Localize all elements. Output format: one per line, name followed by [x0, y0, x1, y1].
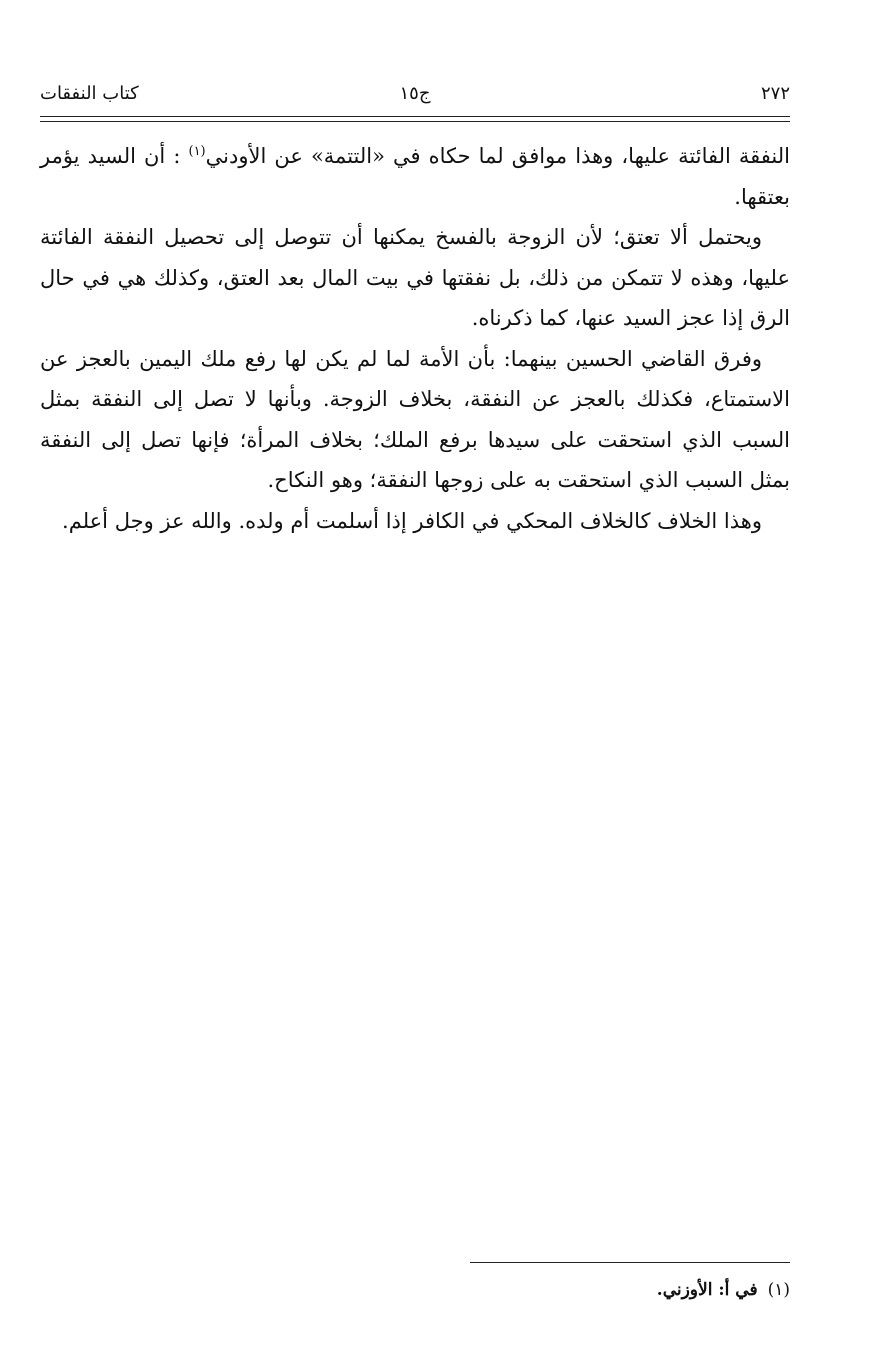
paragraph-3: وفرق القاضي الحسين بينهما: بأن الأمة لما لم يكن لها رفع ملك اليمين بالعجز عن الاستمتاع، فكذلك بالعجز عن النفقة، بخلاف الزوجة. وبأنها لا تصل إلى النفقة بمثل السبب الذي استحقت على سيدها برفع الملك؛ بخلاف المرأة؛ فإنها تصل إلى النفقة بمثل السبب الذي استحقت به على زوجها النفقة؛ وهو النكاح.	[40, 346, 790, 492]
volume-number: ج١٥	[399, 83, 431, 104]
page-number: ٢٧٢	[760, 83, 790, 104]
footnote-text: في أ: الأوزني.	[656, 1280, 758, 1300]
paragraph-1	[40, 136, 790, 217]
footnote-reference: (١)	[188, 144, 206, 159]
book-title: كتاب النفقات	[40, 83, 139, 104]
paragraph-2: ويحتمل ألا تعتق؛ لأن الزوجة بالفسخ يمكنها أن تتوصل إلى تحصيل النفقة الفائتة عليها، وهذه لا تتمكن من ذلك، بل نفقتها في بيت المال بعد العتق، وكذلك هي في حال الرق إذا عجز السيد عنها، كما ذكرناه.	[40, 225, 790, 330]
paragraph-1-part-a: النفقة الفائتة عليها، وهذا موافق لما حكاه في «التتمة» عن الأودني	[205, 144, 790, 168]
paragraph-4: وهذا الخلاف كالخلاف المحكي في الكافر إذا أسلمت أم ولده. والله عز وجل أعلم.	[62, 508, 762, 533]
main-text	[40, 136, 790, 541]
footnote-number: (١)	[767, 1280, 790, 1300]
footnote-separator	[470, 1262, 790, 1263]
footnote	[290, 1276, 790, 1304]
header-rule-bottom	[40, 121, 790, 122]
running-header	[40, 80, 790, 112]
paragraph-1-part-b: : أن السيد يؤمر بعتقها.	[40, 144, 790, 209]
header-rule-top	[40, 116, 790, 117]
